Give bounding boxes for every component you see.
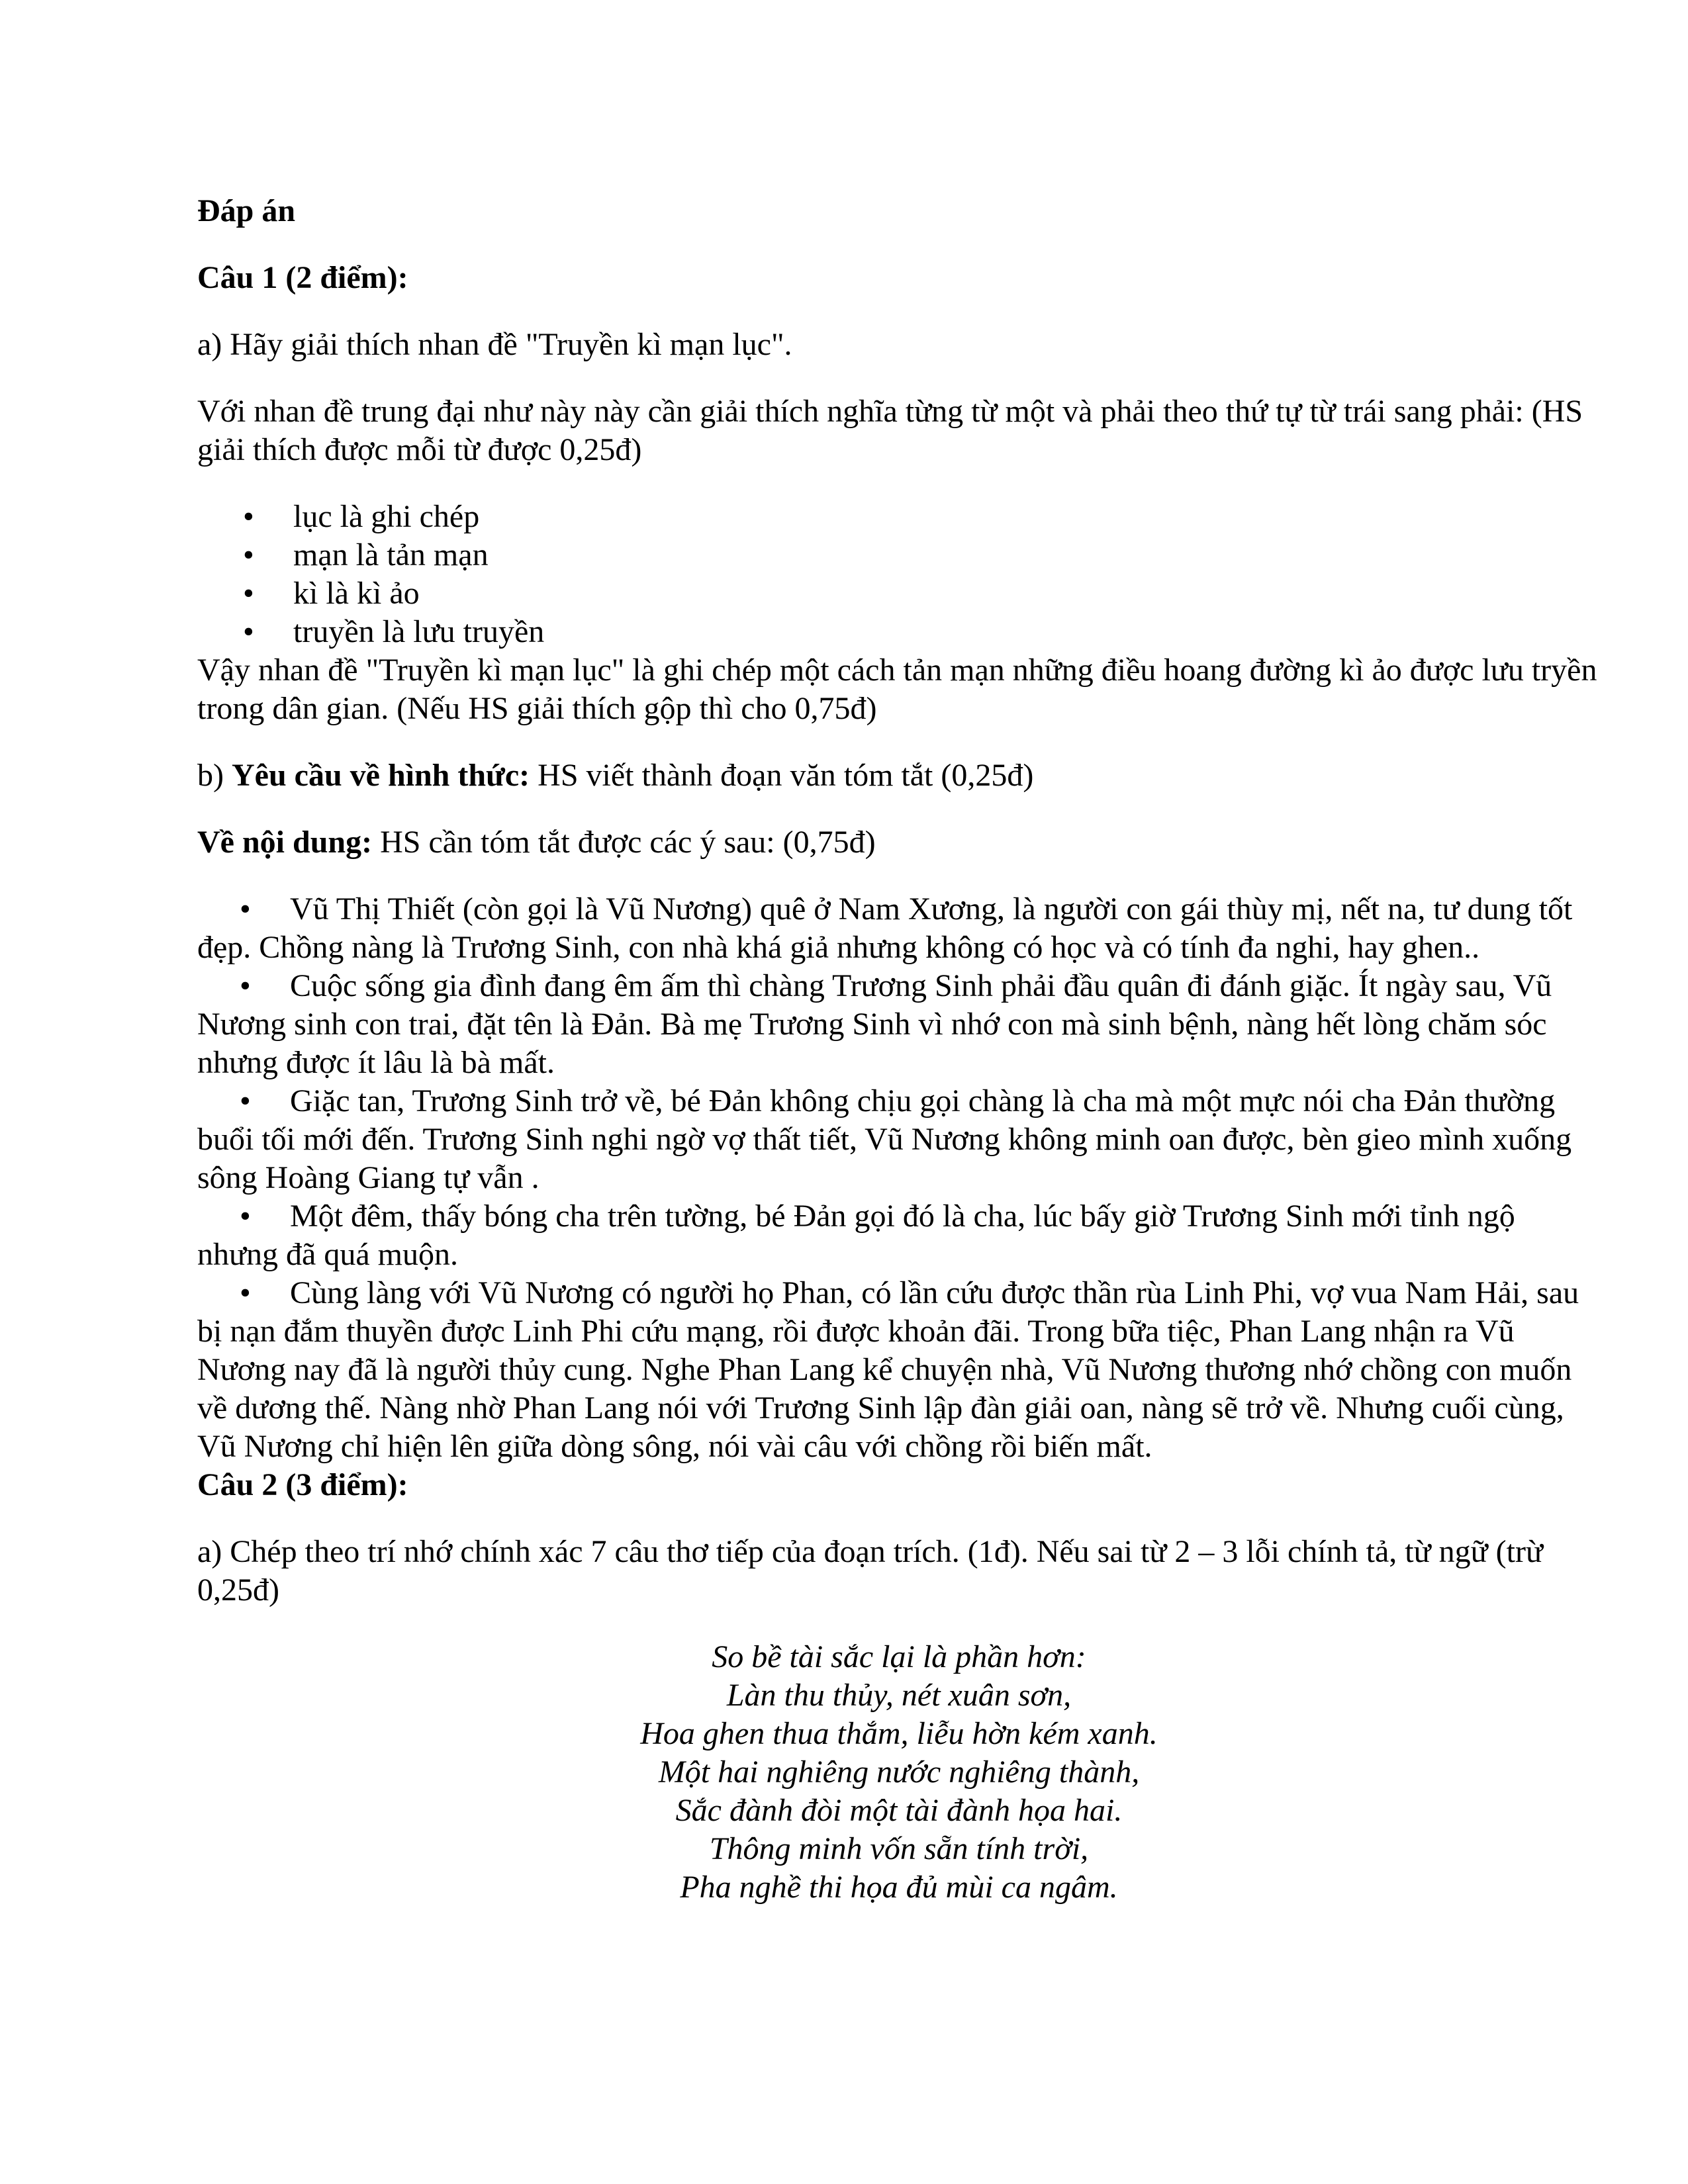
q1-part-a: a) Hãy giải thích nhan đề "Truyền kì mạn lục". <box>197 327 792 362</box>
poem-line: Thông minh vốn sẵn tính trời, <box>709 1831 1089 1866</box>
document-page <box>197 192 1601 1907</box>
list-item: • truyền là lưu truyền <box>293 613 1601 651</box>
bullet-icon: • <box>243 576 254 611</box>
poem-line: So bề tài sắc lại là phần hơn: <box>712 1639 1086 1674</box>
q1-content-req: Về nội dung: HS cần tóm tắt được các ý sau: (0,75đ) <box>197 825 876 860</box>
content-label: Về nội dung: <box>197 825 373 860</box>
bullet-icon: • <box>240 1275 251 1310</box>
q1-intro: Với nhan đề trung đại như này này cần giải thích nghĩa từng từ một và phải theo thứ tự từ trái sang phải: (HS giải thích được mỗi từ được 0,25đ) <box>197 394 1583 467</box>
list-item: • Cùng làng với Vũ Nương có người họ Phan, có lần cứu được thần rùa Linh Phi, vợ vua Nam Hải, sau bị nạn đắm thuyền được Linh Phi cứu mạng, rồi được khoản đãi. Trong bữa tiệc, Phan Lang nhận ra Vũ Nương nay đã là người thủy cung. Nghe Phan Lang kể chuyện nhà, Vũ Nương thương nhớ chồng con muốn về dương thế. Nàng nhờ Phan Lang nói với Trương Sinh lập đàn giải oan, nàng sẽ trở về. Nhưng cuối cùng, Vũ Nương chỉ hiện lên giữa dòng sông, nói vài câu với chồng rồi biến mất. <box>197 1275 1579 1464</box>
form-label: Yêu cầu về hình thức: <box>231 758 530 793</box>
q1-heading: Câu 1 (2 điểm): <box>197 260 408 295</box>
list-item: • Vũ Thị Thiết (còn gọi là Vũ Nương) quê ở Nam Xương, là người con gái thùy mị, nết na, tư dung tốt đẹp. Chồng nàng là Trương Sinh, con nhà khá giả nhưng không có học và có tính đa nghi, hay ghen.. <box>197 891 1573 965</box>
poem-excerpt <box>197 1638 1601 1907</box>
list-item: • Cuộc sống gia đình đang êm ấm thì chàng Trương Sinh phải đầu quân đi đánh giặc. Ít ngày sau, Vũ Nương sinh con trai, đặt tên là Đản. Bà mẹ Trương Sinh vì nhớ con mà sinh bệnh, nàng hết lòng chăm sóc nhưng được ít lâu là bà mất. <box>197 968 1552 1080</box>
list-item: • lục là ghi chép <box>293 498 1601 536</box>
list-item: • Giặc tan, Trương Sinh trở về, bé Đản không chịu gọi chàng là cha mà một mực nói cha Đản thường buổi tối mới đến. Trương Sinh nghi ngờ vợ thất tiết, Vũ Nương không minh oan được, bèn gieo mình xuống sông Hoàng Giang tự vẫn . <box>197 1083 1572 1195</box>
bullet-icon: • <box>243 614 254 649</box>
poem-line: Pha nghề thi họa đủ mùi ca ngâm. <box>680 1870 1118 1905</box>
list-item: • kì là kì ảo <box>293 574 1601 613</box>
q2-part-a: a) Chép theo trí nhớ chính xác 7 câu thơ tiếp của đoạn trích. (1đ). Nếu sai từ 2 – 3 lỗi chính tả, từ ngữ (trừ 0,25đ) <box>197 1534 1543 1608</box>
q1-part-b: b) Yêu cầu về hình thức: HS viết thành đoạn văn tóm tắt (0,25đ) <box>197 758 1034 793</box>
q2-heading: Câu 2 (3 điểm): <box>197 1467 408 1502</box>
list-item: • mạn là tản mạn <box>293 536 1601 574</box>
bullet-icon: • <box>240 1083 251 1118</box>
q1-conclusion: Vậy nhan đề "Truyền kì mạn lục" là ghi chép một cách tản mạn những điều hoang đường kì ảo được lưu tryền trong dân gian. (Nếu HS giải thích gộp thì cho 0,75đ) <box>197 653 1597 726</box>
poem-line: Một hai nghiêng nước nghiêng thành, <box>658 1754 1140 1790</box>
list-item: • Một đêm, thấy bóng cha trên tường, bé Đản gọi đó là cha, lúc bấy giờ Trương Sinh mới tỉnh ngộ nhưng đã quá muộn. <box>197 1199 1515 1272</box>
bullet-icon: • <box>240 1199 251 1234</box>
poem-line: Hoa ghen thua thắm, liễu hờn kém xanh. <box>640 1716 1158 1751</box>
bullet-icon: • <box>243 499 254 534</box>
poem-line: Sắc đành đòi một tài đành họa hai. <box>675 1793 1123 1828</box>
bullet-icon: • <box>240 891 251 927</box>
terms-list <box>197 498 1601 651</box>
bullet-icon: • <box>240 968 251 1003</box>
bullet-icon: • <box>243 537 254 572</box>
summary-list <box>197 890 1601 1466</box>
poem-line: Làn thu thủy, nét xuân sơn, <box>726 1678 1072 1713</box>
answer-title: Đáp án <box>197 193 296 228</box>
